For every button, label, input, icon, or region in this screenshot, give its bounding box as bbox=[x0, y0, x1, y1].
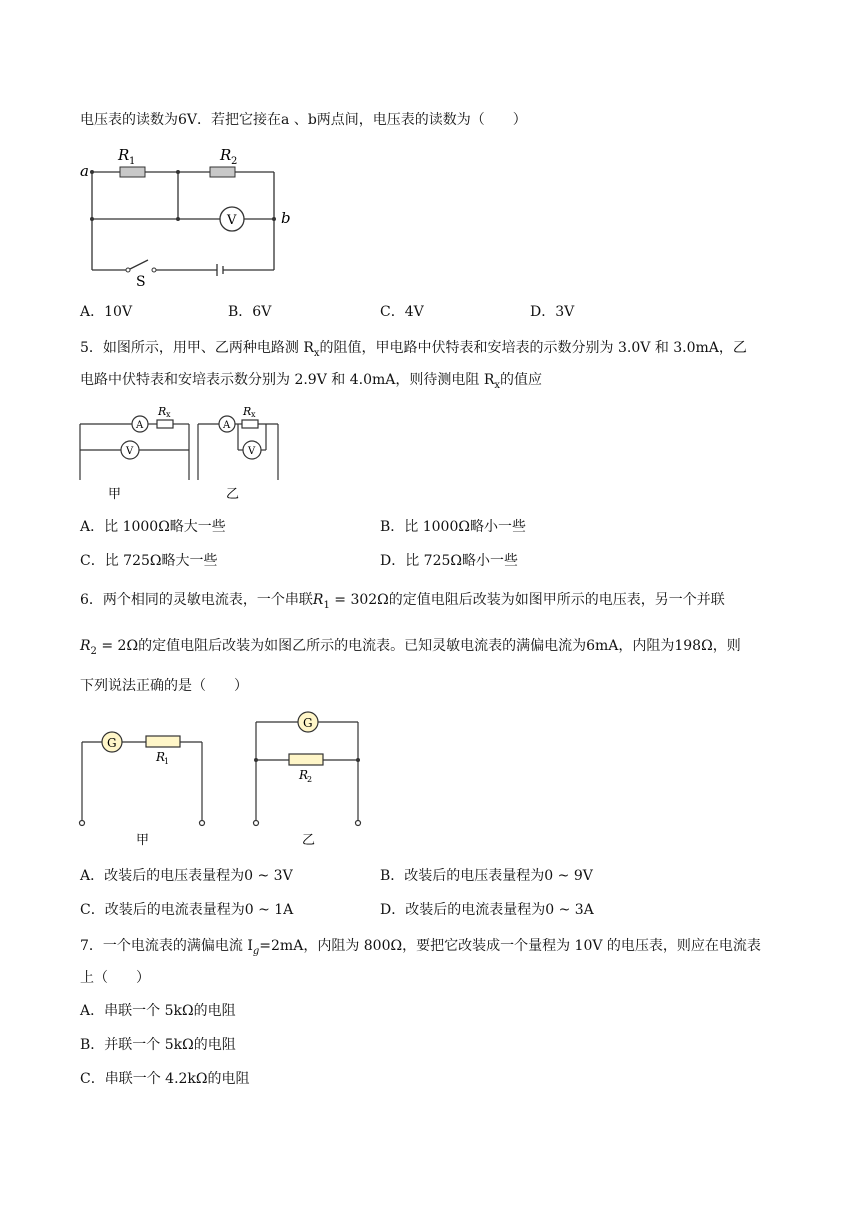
q6-option-c[interactable]: C．改装后的电流表量程为0 ~ 1A bbox=[80, 902, 294, 918]
q4-switch-label: S bbox=[136, 274, 146, 290]
svg-text:x: x bbox=[166, 410, 171, 419]
q6-option-d[interactable]: D．改装后的电流表量程为0 ~ 3A bbox=[380, 902, 594, 918]
q4-option-c[interactable]: C．4V bbox=[380, 304, 424, 320]
svg-text:A: A bbox=[136, 420, 144, 431]
svg-text:R: R bbox=[299, 768, 309, 782]
q5-option-c[interactable]: C．比 725Ω略大一些 bbox=[80, 553, 218, 569]
svg-text:A: A bbox=[223, 420, 231, 431]
q4-option-b[interactable]: B．6V bbox=[228, 304, 272, 320]
q5-option-a[interactable]: A．比 1000Ω略大一些 bbox=[80, 519, 226, 535]
q4-stem: 电压表的读数为6V．若把它接在a 、b两点间，电压表的读数为（ ） bbox=[80, 112, 527, 128]
q4-label-b: b bbox=[281, 209, 291, 227]
q6-option-a[interactable]: A．改装后的电压表量程为0 ~ 3V bbox=[80, 868, 293, 884]
q5-stem-line2: 电路中伏特表和安培表示数分别为 2.9V 和 4.0mA，则待测电阻 $R_x$的值应 bbox=[80, 372, 543, 391]
svg-text:R: R bbox=[243, 405, 252, 418]
q7-option-c[interactable]: C．串联一个 4.2kΩ的电阻 bbox=[80, 1071, 250, 1087]
svg-text:1: 1 bbox=[129, 156, 136, 167]
q7-stem-line1: 7．一个电流表的满偏电流 $I_g=2mA$，内阻为 800Ω，要把它改装成一个量程为 10V 的电压表，则应在电流表 bbox=[80, 938, 761, 957]
q5-caption-jia: 甲 bbox=[108, 487, 122, 502]
q5-caption-yi: 乙 bbox=[226, 487, 240, 502]
q6-galvanometer-g-jia: G bbox=[107, 736, 117, 750]
q7-option-a[interactable]: A．串联一个 5kΩ的电阻 bbox=[80, 1003, 236, 1019]
q6-circuit-diagrams bbox=[76, 708, 376, 854]
q6-galvanometer-g-yi: G bbox=[303, 716, 313, 730]
q5-circuit-diagrams bbox=[76, 402, 296, 506]
svg-text:R: R bbox=[156, 750, 166, 764]
q5-stem-line1: 5．如图所示，用甲、乙两种电路测 $R_x$的阻值，甲电路中伏特表和安培表的示数分别为 3.0V 和 3.0mA，乙 bbox=[80, 340, 747, 359]
q6-option-b[interactable]: B．改装后的电压表量程为0 ~ 9V bbox=[380, 868, 593, 884]
svg-text:R: R bbox=[158, 405, 167, 418]
q6-caption-yi: 乙 bbox=[302, 833, 316, 848]
q4-circuit-diagram bbox=[76, 140, 296, 290]
q4-label-r1: R bbox=[118, 146, 130, 164]
svg-text:2: 2 bbox=[307, 775, 313, 784]
q4-option-a[interactable]: A．10V bbox=[80, 304, 133, 320]
svg-text:2: 2 bbox=[231, 156, 238, 167]
svg-text:x: x bbox=[251, 410, 256, 419]
q5-option-b[interactable]: B．比 1000Ω略小一些 bbox=[380, 519, 526, 535]
q6-caption-jia: 甲 bbox=[136, 833, 150, 848]
q7-option-b[interactable]: B．并联一个 5kΩ的电阻 bbox=[80, 1037, 236, 1053]
q6-stem-line2: $R_2 = 2\Omega$的定值电阻后改装为如图乙所示的电流表。已知灵敏电流表的满偏电流为6mA，内阻为198Ω，则 bbox=[80, 638, 741, 657]
q4-label-a: a bbox=[80, 162, 89, 180]
q7-stem-line2: 上（ ） bbox=[80, 970, 150, 986]
q6-stem-line3: 下列说法正确的是（ ） bbox=[80, 678, 248, 694]
q4-option-d[interactable]: D．3V bbox=[530, 304, 575, 320]
svg-text:V: V bbox=[248, 446, 256, 457]
q5-option-d[interactable]: D．比 725Ω略小一些 bbox=[380, 553, 519, 569]
svg-text:V: V bbox=[126, 446, 134, 457]
svg-text:1: 1 bbox=[164, 757, 170, 766]
q4-label-r2: R bbox=[220, 146, 232, 164]
q4-voltmeter-label: V bbox=[227, 213, 237, 228]
q6-stem-line1: 6．两个相同的灵敏电流表，一个串联$R_1 = 302\Omega$的定值电阻后改装为如图甲所示的电压表，另一个并联 bbox=[80, 592, 725, 611]
